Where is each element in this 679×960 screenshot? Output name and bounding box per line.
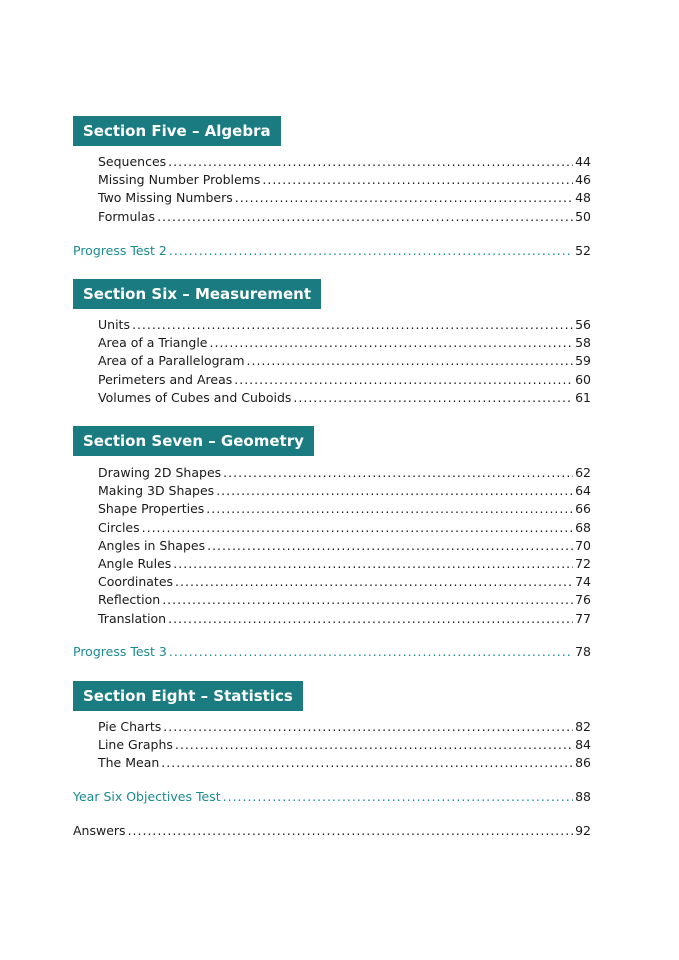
toc-entry[interactable] <box>98 556 591 574</box>
entry-title: Coordinates <box>98 574 174 590</box>
entry-title: Drawing 2D Shapes <box>98 465 222 480</box>
entry-title: Answers <box>73 823 126 838</box>
page-number: 56 <box>575 317 591 332</box>
entry-title: Year Six Objectives Test <box>73 789 221 804</box>
section-heading: Section Five – Algebra <box>73 116 281 146</box>
entry-title: Progress Test 2 <box>73 243 167 258</box>
top-level-entry-wrap <box>73 789 591 807</box>
entry-title: Making 3D Shapes <box>98 483 215 499</box>
page-number: 88 <box>575 789 591 804</box>
top-level-toc-entry[interactable] <box>73 243 591 261</box>
section-entries <box>98 317 591 408</box>
leader-dots <box>169 644 573 659</box>
entry-title: Sequences <box>98 154 167 169</box>
leader-dots <box>132 317 573 332</box>
leader-dots <box>247 353 574 368</box>
leader-dots <box>223 465 573 480</box>
toc-entry[interactable] <box>98 501 591 519</box>
page-number: 60 <box>575 371 591 387</box>
entry-title: Missing Number Problems <box>98 172 261 188</box>
top-level-toc-entry[interactable] <box>73 823 591 841</box>
page-number: 66 <box>575 501 591 517</box>
section-entries <box>98 719 591 774</box>
entry-title: Reflection <box>98 592 161 608</box>
leader-dots <box>206 501 573 516</box>
leader-dots <box>162 592 573 607</box>
toc-entry[interactable] <box>98 755 591 773</box>
toc-entry[interactable] <box>98 592 591 610</box>
section-heading: Section Eight – Statistics <box>73 681 303 711</box>
page-number: 48 <box>575 190 591 206</box>
top-level-toc-entry[interactable] <box>73 644 591 662</box>
page-number: 52 <box>575 243 591 258</box>
page-number: 72 <box>575 555 591 571</box>
page-number: 82 <box>575 719 591 734</box>
entry-title: Area of a Triangle <box>98 335 208 351</box>
page-number: 92 <box>575 823 591 838</box>
leader-dots <box>234 372 573 387</box>
page-number: 64 <box>575 483 591 499</box>
entry-title: Volumes of Cubes and Cuboids <box>98 389 292 405</box>
leader-dots <box>142 520 573 535</box>
entry-title: Formulas <box>98 208 156 224</box>
leader-dots <box>173 556 573 571</box>
leader-dots <box>293 390 573 405</box>
entry-title: Angles in Shapes <box>98 537 206 553</box>
leader-dots <box>169 243 573 258</box>
section-heading: Section Seven – Geometry <box>73 426 314 456</box>
leader-dots <box>235 190 573 205</box>
entry-title: Two Missing Numbers <box>98 190 233 206</box>
page-number: 84 <box>575 737 591 753</box>
leader-dots <box>175 574 573 589</box>
leader-dots <box>168 154 573 169</box>
entry-title: Pie Charts <box>98 719 162 734</box>
section-entries <box>98 465 591 629</box>
toc-entry[interactable] <box>98 465 591 483</box>
top-level-entry-wrap <box>73 243 591 261</box>
entry-title: Perimeters and Areas <box>98 371 233 387</box>
page-number: 62 <box>575 465 591 480</box>
top-level-toc-entry[interactable] <box>73 789 591 807</box>
page-number: 58 <box>575 335 591 351</box>
page-number: 86 <box>575 755 591 771</box>
leader-dots <box>128 823 574 838</box>
toc-entry[interactable] <box>98 611 591 629</box>
toc-entry[interactable] <box>98 372 591 390</box>
section-heading: Section Six – Measurement <box>73 279 321 309</box>
page-number: 46 <box>575 172 591 188</box>
toc-entry[interactable] <box>98 520 591 538</box>
page-number: 76 <box>575 592 591 608</box>
page-number: 68 <box>575 519 591 535</box>
page-number: 44 <box>575 154 591 169</box>
page-number: 78 <box>575 644 591 659</box>
leader-dots <box>223 789 574 804</box>
top-level-entry-wrap <box>73 823 591 841</box>
leader-dots <box>175 737 573 752</box>
page-number: 59 <box>575 353 591 369</box>
page-number: 61 <box>575 389 591 405</box>
section-entries <box>98 154 591 227</box>
toc-entry[interactable] <box>98 737 591 755</box>
page-number: 50 <box>575 208 591 224</box>
toc-entry[interactable] <box>98 353 591 371</box>
entry-title: Shape Properties <box>98 501 205 517</box>
toc-entry[interactable] <box>98 390 591 408</box>
page-number: 70 <box>575 537 591 553</box>
entry-title: Progress Test 3 <box>73 644 167 659</box>
leader-dots <box>163 719 573 734</box>
leader-dots <box>210 335 574 350</box>
toc-entry[interactable] <box>98 335 591 353</box>
leader-dots <box>216 483 573 498</box>
page-number: 77 <box>575 610 591 626</box>
toc-entry[interactable] <box>98 483 591 501</box>
leader-dots <box>161 755 573 770</box>
toc-entry[interactable] <box>98 190 591 208</box>
toc-entry[interactable] <box>98 719 591 737</box>
entry-title: Units <box>98 317 130 332</box>
entry-title: The Mean <box>98 755 160 771</box>
leader-dots <box>262 172 573 187</box>
entry-title: Translation <box>98 610 167 626</box>
page-number: 74 <box>575 574 591 590</box>
leader-dots <box>207 538 573 553</box>
entry-title: Angle Rules <box>98 555 172 571</box>
entry-title: Circles <box>98 519 140 535</box>
toc-entry[interactable] <box>98 538 591 556</box>
entry-title: Line Graphs <box>98 737 173 753</box>
leader-dots <box>157 209 573 224</box>
toc-entry[interactable] <box>98 154 591 172</box>
toc-entry[interactable] <box>98 172 591 190</box>
entry-title: Area of a Parallelogram <box>98 353 245 369</box>
top-level-entry-wrap <box>73 644 591 662</box>
leader-dots <box>168 611 573 626</box>
toc-entry[interactable] <box>98 209 591 227</box>
toc-entry[interactable] <box>98 574 591 592</box>
toc-entry[interactable] <box>98 317 591 335</box>
